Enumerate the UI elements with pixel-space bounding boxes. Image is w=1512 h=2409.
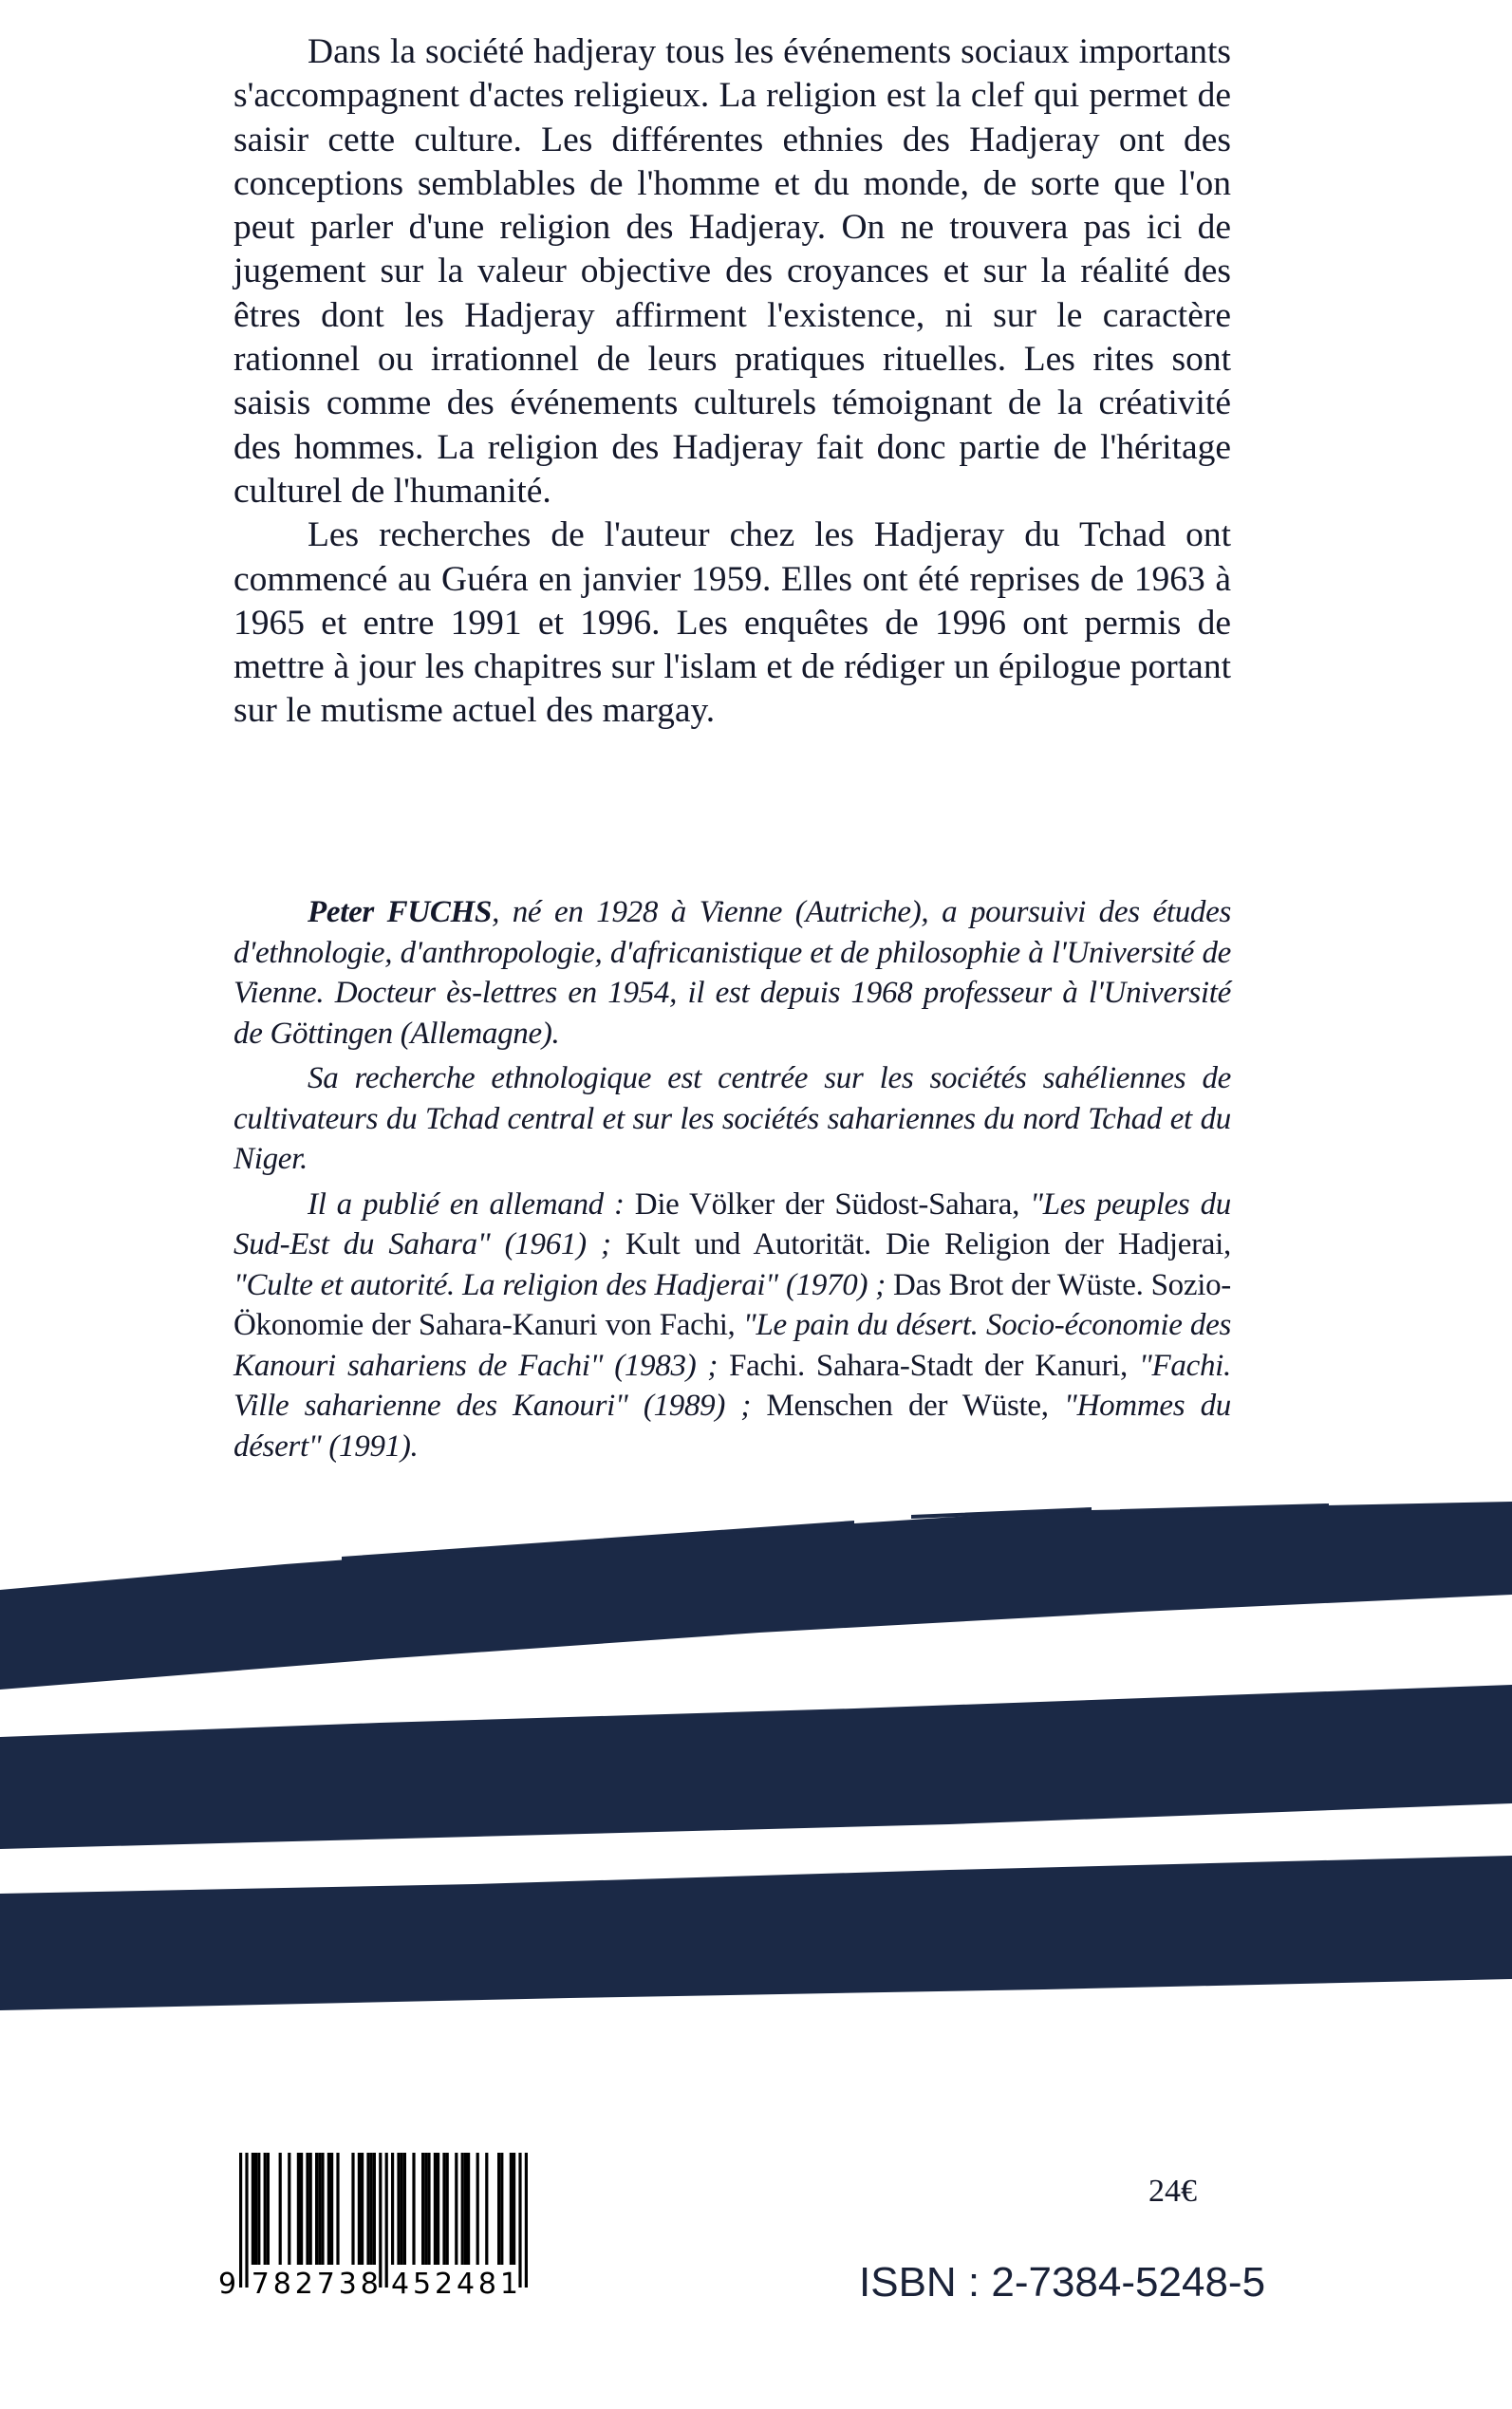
publication-french-title: "Hommes du désert" (1991). xyxy=(233,1389,1231,1464)
barcode-bar xyxy=(510,2153,513,2265)
barcode-bar xyxy=(370,2153,373,2265)
author-research: Sa recherche ethnologique est centrée sur les sociétés sahéliennes de cultivateurs du Tchad central et sur les sociétés sahariennes du nord Tchad et du Niger. xyxy=(233,1061,1231,1176)
barcode-bar xyxy=(464,2153,467,2265)
publications-lead: Il a publié en allemand : xyxy=(308,1186,635,1222)
barcode-bar xyxy=(455,2153,457,2265)
author-publications xyxy=(233,1185,1231,1467)
barcode-bar xyxy=(361,2153,364,2265)
barcode-bar xyxy=(446,2153,449,2265)
publication-german-title: Fachi. Sahara-Stadt der Kanuri, xyxy=(729,1348,1139,1383)
publication-german-title: Die Völker der Südost-Sahara, xyxy=(634,1186,1031,1222)
barcode-bar xyxy=(336,2153,339,2265)
barcode-digits: 782738 xyxy=(251,2268,379,2295)
barcode-bar xyxy=(321,2153,324,2265)
barcode-bar xyxy=(391,2153,394,2265)
publication-german-title: Das Brot der Wüste. Sozio-Ökonomie der Sahara-Kanuri von Fachi, xyxy=(233,1267,1231,1342)
barcode-bar xyxy=(421,2153,424,2265)
barcode-digits: 452481 xyxy=(391,2268,518,2295)
summary-paragraph-2: Les recherches de l'auteur chez les Hadjeray du Tchad ont commencé au Guéra en janvier 1959. Elles ont été reprises de 1963 à 1965 et entre 1991 et 1996. Les enquêtes de 1996 ont permis de mettre à jour les chapitres sur l'islam et de rédiger un épilogue portant sur le mutisme actuel des margay. xyxy=(233,515,1231,731)
barcode-bar xyxy=(437,2153,439,2265)
barcode-bar xyxy=(397,2153,400,2265)
barcode-bar xyxy=(288,2153,290,2265)
brush-stripes-decoration xyxy=(0,1452,1512,2060)
barcode-bar xyxy=(257,2153,260,2265)
barcode-bar xyxy=(252,2153,254,2265)
barcode-bar xyxy=(300,2153,303,2265)
barcode-bar xyxy=(476,2153,479,2265)
barcode-bar xyxy=(315,2153,318,2265)
publication-french-title: "Le pain du désert. Socio-économie des Kanouri sahariens de Fachi" (1983) ; xyxy=(233,1308,1232,1383)
barcode-bar xyxy=(351,2153,354,2265)
barcode-bar xyxy=(525,2153,528,2288)
isbn: ISBN : 2-7384-5248-5 xyxy=(859,2259,1266,2306)
barcode-bar xyxy=(403,2153,406,2265)
barcode-bar xyxy=(327,2153,330,2265)
barcode-bar xyxy=(401,2153,403,2265)
brush-stripe-3 xyxy=(0,1856,1512,2010)
barcode-bar xyxy=(500,2153,503,2265)
barcode-bar xyxy=(358,2153,361,2265)
barcode-bar xyxy=(442,2153,445,2265)
price: 24€ xyxy=(1148,2174,1197,2209)
barcode-bar xyxy=(318,2153,321,2265)
author-bio xyxy=(233,892,1231,1471)
summary-text xyxy=(233,30,1231,734)
barcode-bar xyxy=(497,2153,500,2265)
barcode-bar xyxy=(412,2153,415,2265)
author-name: Peter FUCHS xyxy=(308,895,493,929)
barcode-bar xyxy=(245,2153,248,2288)
barcode-bar xyxy=(309,2153,312,2265)
barcode-bar xyxy=(297,2153,300,2265)
publication-french-title: "Fachi. Ville saharienne des Kanouri" (1989) ; xyxy=(233,1348,1231,1423)
publication-french-title: "Culte et autorité. La religion des Hadjerai" (1970) ; xyxy=(233,1267,893,1302)
barcode-bar xyxy=(467,2153,470,2265)
barcode-bar xyxy=(427,2153,430,2265)
barcode-bar xyxy=(254,2153,257,2265)
barcode-bar xyxy=(239,2153,242,2288)
barcode-bar xyxy=(330,2153,333,2265)
barcode-bar xyxy=(373,2153,376,2265)
barcode-bar xyxy=(379,2153,382,2288)
author-intro-text: , né en 1928 à Vienne (Autriche), a poursuivi des études d'ethnologie, d'anthropologie, d'africanistique et de philosophie à l'Université de Vienne. Docteur ès-lettres en 1954, il est depuis 1968 professeur à l'Université de Göttingen (Allemagne). xyxy=(233,895,1231,1051)
barcode-bar xyxy=(424,2153,427,2265)
barcode-bar xyxy=(264,2153,267,2265)
barcode-bar xyxy=(434,2153,437,2265)
summary-paragraph-1: Dans la société hadjeray tous les événements sociaux importants s'accompagnent d'actes religieux. La religion est la clef qui permet de saisir cette culture. Les différentes ethnies des Hadjeray ont des conceptions semblables de l'homme et du monde, de sorte que l'on peut parler d'une religion des Hadjeray. On ne trouvera pas ici de jugement sur la valeur objective des croyances et sur la réalité des êtres dont les Hadjeray affirment l'existence, ni sur le caractère rationnel ou irrationnel de leurs pratiques rituelles. Les rites sont saisis comme des événements culturels témoignant de la créativité des hommes. La religion des Hadjeray fait donc partie de l'héritage culturel de l'humanité. xyxy=(233,32,1231,511)
barcode-bar xyxy=(485,2153,488,2265)
barcode xyxy=(218,2153,541,2295)
barcode-bar xyxy=(306,2153,308,2265)
barcode-digits: 9 xyxy=(218,2268,237,2295)
barcode-bar xyxy=(279,2153,282,2265)
barcode-bar xyxy=(267,2153,270,2265)
barcode-bar xyxy=(518,2153,521,2288)
barcode-bar xyxy=(385,2153,388,2288)
author-intro xyxy=(233,892,1231,1054)
barcode-bar xyxy=(461,2153,464,2265)
publication-german-title: Kult und Autorität. Die Religion der Hadjerai, xyxy=(625,1227,1231,1261)
barcode-bar xyxy=(513,2153,515,2265)
brush-stripe-2 xyxy=(0,1685,1512,1849)
publication-german-title: Menschen der Wüste, xyxy=(766,1389,1065,1423)
publication-french-title: "Les peuples du Sud-Est du Sahara" (1961) ; xyxy=(233,1186,1231,1261)
barcode-bar xyxy=(366,2153,369,2265)
